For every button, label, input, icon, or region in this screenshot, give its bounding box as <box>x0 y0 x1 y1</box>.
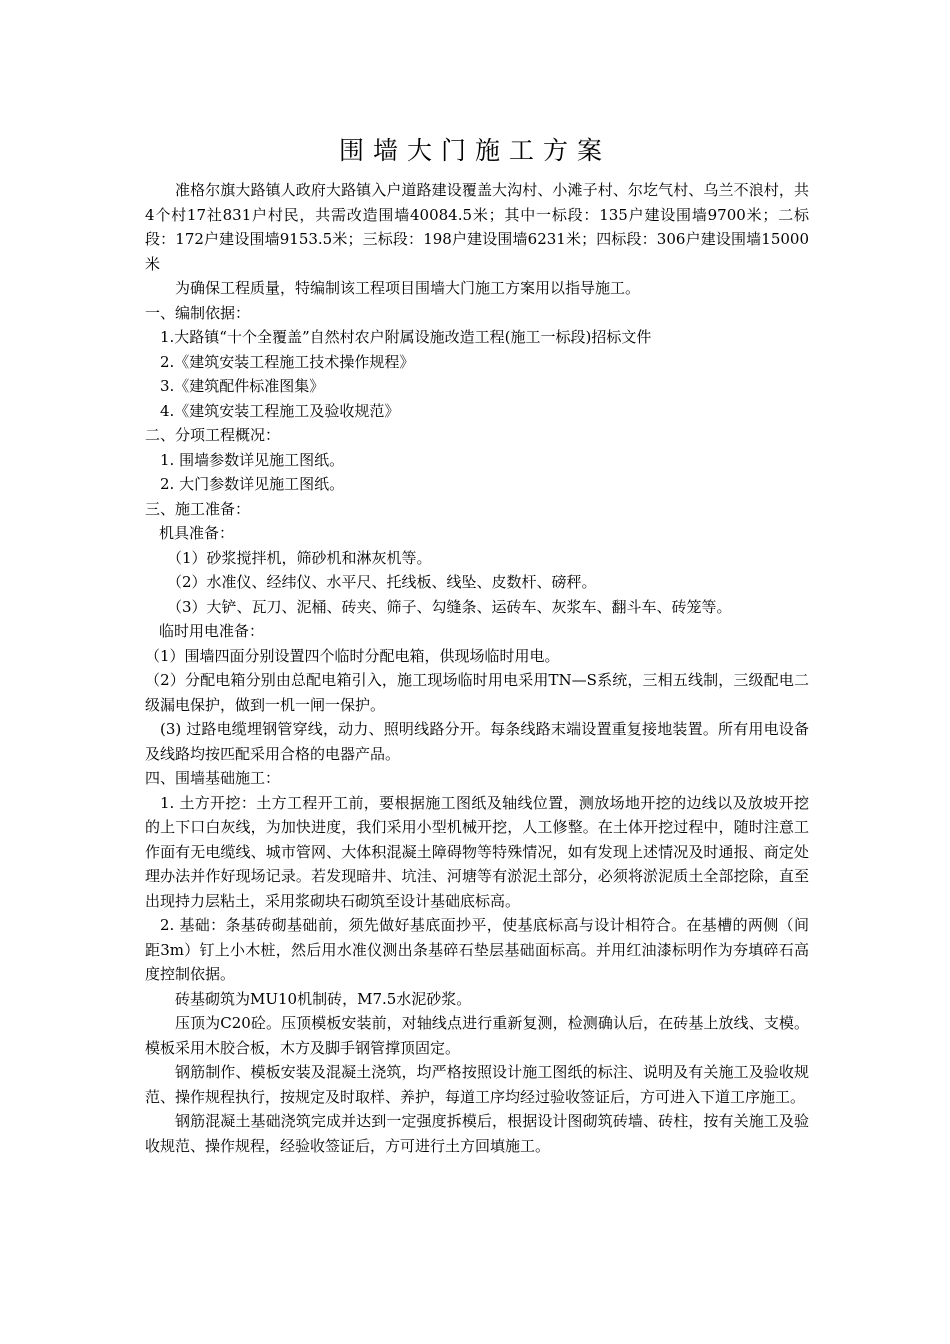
paragraph: 砖基砌筑为MU10机制砖，M7.5水泥砂浆。 <box>175 989 472 1008</box>
paragraph: 1.大路镇“十个全覆盖”自然村农户附属设施改造工程(施工一标段)招标文件 <box>160 328 652 346</box>
paragraph: 2. 基础：条基砖砌基础前，须先做好基底面抄平，使基底标高与设计相符合。在基槽的两侧（间距3m）钉上小木桩，然后用水准仪测出条基碎石垫层基础面标高。并用红油漆标明作为夯填碎石高度控制依据。 <box>145 916 809 983</box>
paragraph: （1）砂浆搅拌机，筛砂机和淋灰机等。 <box>167 548 432 567</box>
paragraph: 钢筋混凝土基础浇筑完成并达到一定强度拆模后，根据设计图砌筑砖墙、砖柱，按有关施工及验收规范、操作规程，经验收签证后，方可进行土方回填施工。 <box>145 1112 809 1155</box>
paragraph: （1）围墙四面分别设置四个临时分配电箱，供现场临时用电。 <box>145 646 560 665</box>
paragraph: (3) 过路电缆埋钢管穿线，动力、照明线路分开。每条线路末端设置重复接地装置。所有用电设备及线路均按匹配采用合格的电器产品。 <box>145 720 809 763</box>
paragraph: 一、编制依据： <box>145 303 251 322</box>
paragraph: （2）水准仪、经纬仪、水平尺、托线板、线坠、皮数杆、磅秤。 <box>167 573 597 591</box>
document-title: 围墙大门施工方案 <box>338 136 611 165</box>
paragraph: 4.《建筑安装工程施工及验收规范》 <box>160 401 400 420</box>
paragraph: 为确保工程质量，特编制该工程项目围墙大门施工方案用以指导施工。 <box>175 279 641 297</box>
paragraph: 机具准备： <box>159 524 235 542</box>
paragraph: 准格尔旗大路镇人政府大路镇入户道路建设覆盖大沟村、小滩子村、尔圪气村、乌兰不浪村，共4个村17社831户村民，共需改造围墙40084.5米；其中一标段：135户建设围墙9700米；二标段：172户建设围墙9153.5米；三标段：198户建设围墙6231米；四标段：306户建设围墙15000米 <box>145 181 809 273</box>
paragraph: 3.《建筑配件标准图集》 <box>160 377 325 395</box>
paragraph: 临时用电准备： <box>159 622 265 640</box>
paragraph: （2）分配电箱分别由总配电箱引入，施工现场临时用电采用TN—S系统，三相五线制，三级配电二级漏电保护，做到一机一闸一保护。 <box>145 671 809 714</box>
paragraph: 四、围墙基础施工： <box>145 769 281 787</box>
paragraph: 压顶为C20砼。压顶模板安装前，对轴线点进行重新复测，检测确认后，在砖基上放线、支模。模板采用木胶合板，木方及脚手钢管撑顶固定。 <box>145 1014 809 1057</box>
paragraph: 三、施工准备： <box>145 499 251 518</box>
paragraph: 1. 土方开挖：土方工程开工前，要根据施工图纸及轴线位置，测放场地开挖的边线以及放坡开挖的上下口白灰线，为加快进度，我们采用小型机械开挖，人工修整。在土体开挖过程中，随时注意工作面有无电缆线、城市管网、大体积混凝土障碍物等特殊情况，如有发现上述情况及时通报、商定处理办法并作好现场记录。若发现暗井、坑洼、河塘等有淤泥土部分，必须将淤泥质土全部挖除，直至出现持力层粘土，采用浆砌块石砌筑至设计基础底标高。 <box>145 793 809 910</box>
paragraph: （3）大铲、瓦刀、泥桶、砖夹、筛子、勾缝条、运砖车、灰浆车、翻斗车、砖笼等。 <box>167 597 732 616</box>
paragraph: 钢筋制作、模板安装及混凝土浇筑，均严格按照设计施工图纸的标注、说明及有关施工及验收规范、操作规程执行，按规定及时取样、养护，每道工序均经过验收签证后，方可进入下道工序施工。 <box>145 1063 809 1106</box>
paragraph: 2.《建筑安装工程施工技术操作规程》 <box>160 352 415 371</box>
paragraph: 二、分项工程概况： <box>145 426 281 444</box>
paragraph: 1. 围墙参数详见施工图纸。 <box>160 450 345 469</box>
paragraph: 2. 大门参数详见施工图纸。 <box>160 475 345 493</box>
document-body <box>145 178 809 1158</box>
